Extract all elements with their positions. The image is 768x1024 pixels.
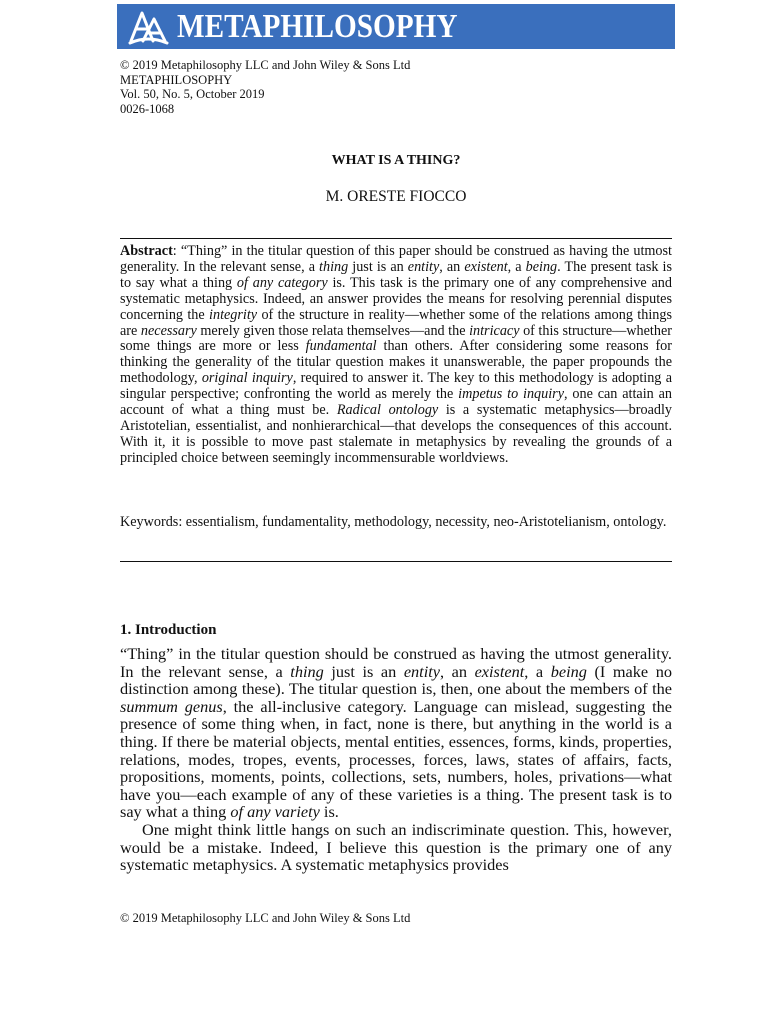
- body-paragraph-1: “Thing” in the titular question should be construed as having the utmost generality. In the relevant sense, a thing just is an entity, an existent, a being (I make no distinction among these). The titular question is, then, one about the members of the summum genus, the all-inclusive category. Language can mislead, suggesting the presence of some thing when, in fact, none is there, but anything in the world is a thing. If there be material objects, mental entities, essences, forms, kinds, properties, relations, modes, tropes, events, processes, forces, laws, states of affairs, facts, propositions, moments, points, collections, sets, numbers, holes, privations—what have you—each example of any of these varieties is a thing. The present task is to say what a thing of any variety is.: [120, 644, 672, 822]
- journal-banner: [117, 4, 675, 49]
- abstract: [120, 244, 672, 467]
- abstract-bottom-rule: [120, 561, 672, 562]
- abstract-label: Abstract: [120, 243, 173, 259]
- metaphilosophy-monogram-icon: [127, 7, 169, 47]
- publication-info: [120, 58, 410, 116]
- article-author: M. ORESTE FIOCCO: [325, 188, 467, 205]
- keywords: Keywords: essentialism, fundamentality, methodology, necessity, neo-Aristotelianism, ontology.: [120, 514, 667, 530]
- journal-name: METAPHILOSOPHY: [120, 72, 233, 87]
- section-heading: 1. Introduction: [120, 622, 217, 638]
- copyright-line: © 2019 Metaphilosophy LLC and John Wiley & Sons Ltd: [120, 58, 411, 72]
- body-paragraph-2: One might think little hangs on such an indiscriminate question. This, however, would be a mistake. Indeed, I believe this question is the primary one of any systematic metaphysics. A systematic metaphysics provides: [120, 819, 672, 875]
- issn: 0026-1068: [120, 101, 175, 116]
- abstract-text: : “Thing” in the titular question of this paper should be construed as having the utmost generality. In the relevant sense, a thing just is an entity, an existent, a being. The present task is to say what a thing of any category is. This task is the primary one of any comprehensive and systematic metaphysics. Indeed, an answer provides the means for resolving perennial disputes concerning the integrity of the structure in reality—whether some of the relations among things are necessary merely given those relata themselves—and the intricacy of this structure—whether some things are more or less fundamental than others. After considering some reasons for thinking the generality of the titular question makes it unanswerable, the paper propounds the methodology, original inquiry, required to answer it. The key to this methodology is adopting a singular perspective; confronting the world as merely the impetus to inquiry, one can attain an account of what a thing must be. Radical ontology is a systematic metaphysics—broadly Aristotelian, essentialist, and nonhierarchical—that develops the consequences of this account. With it, it is possible to move past stalemate in metaphysics by revealing the grounds of a principled choice between seemingly incommensurable worldviews.: [120, 243, 673, 466]
- journal-banner-title: METAPHILOSOPHY: [177, 8, 458, 45]
- abstract-top-rule: [120, 238, 672, 239]
- volume-info: Vol. 50, No. 5, October 2019: [120, 87, 265, 101]
- article-title: WHAT IS A THING?: [331, 153, 461, 168]
- footer-copyright: © 2019 Metaphilosophy LLC and John Wiley & Sons Ltd: [120, 911, 411, 925]
- body-text: [120, 645, 672, 874]
